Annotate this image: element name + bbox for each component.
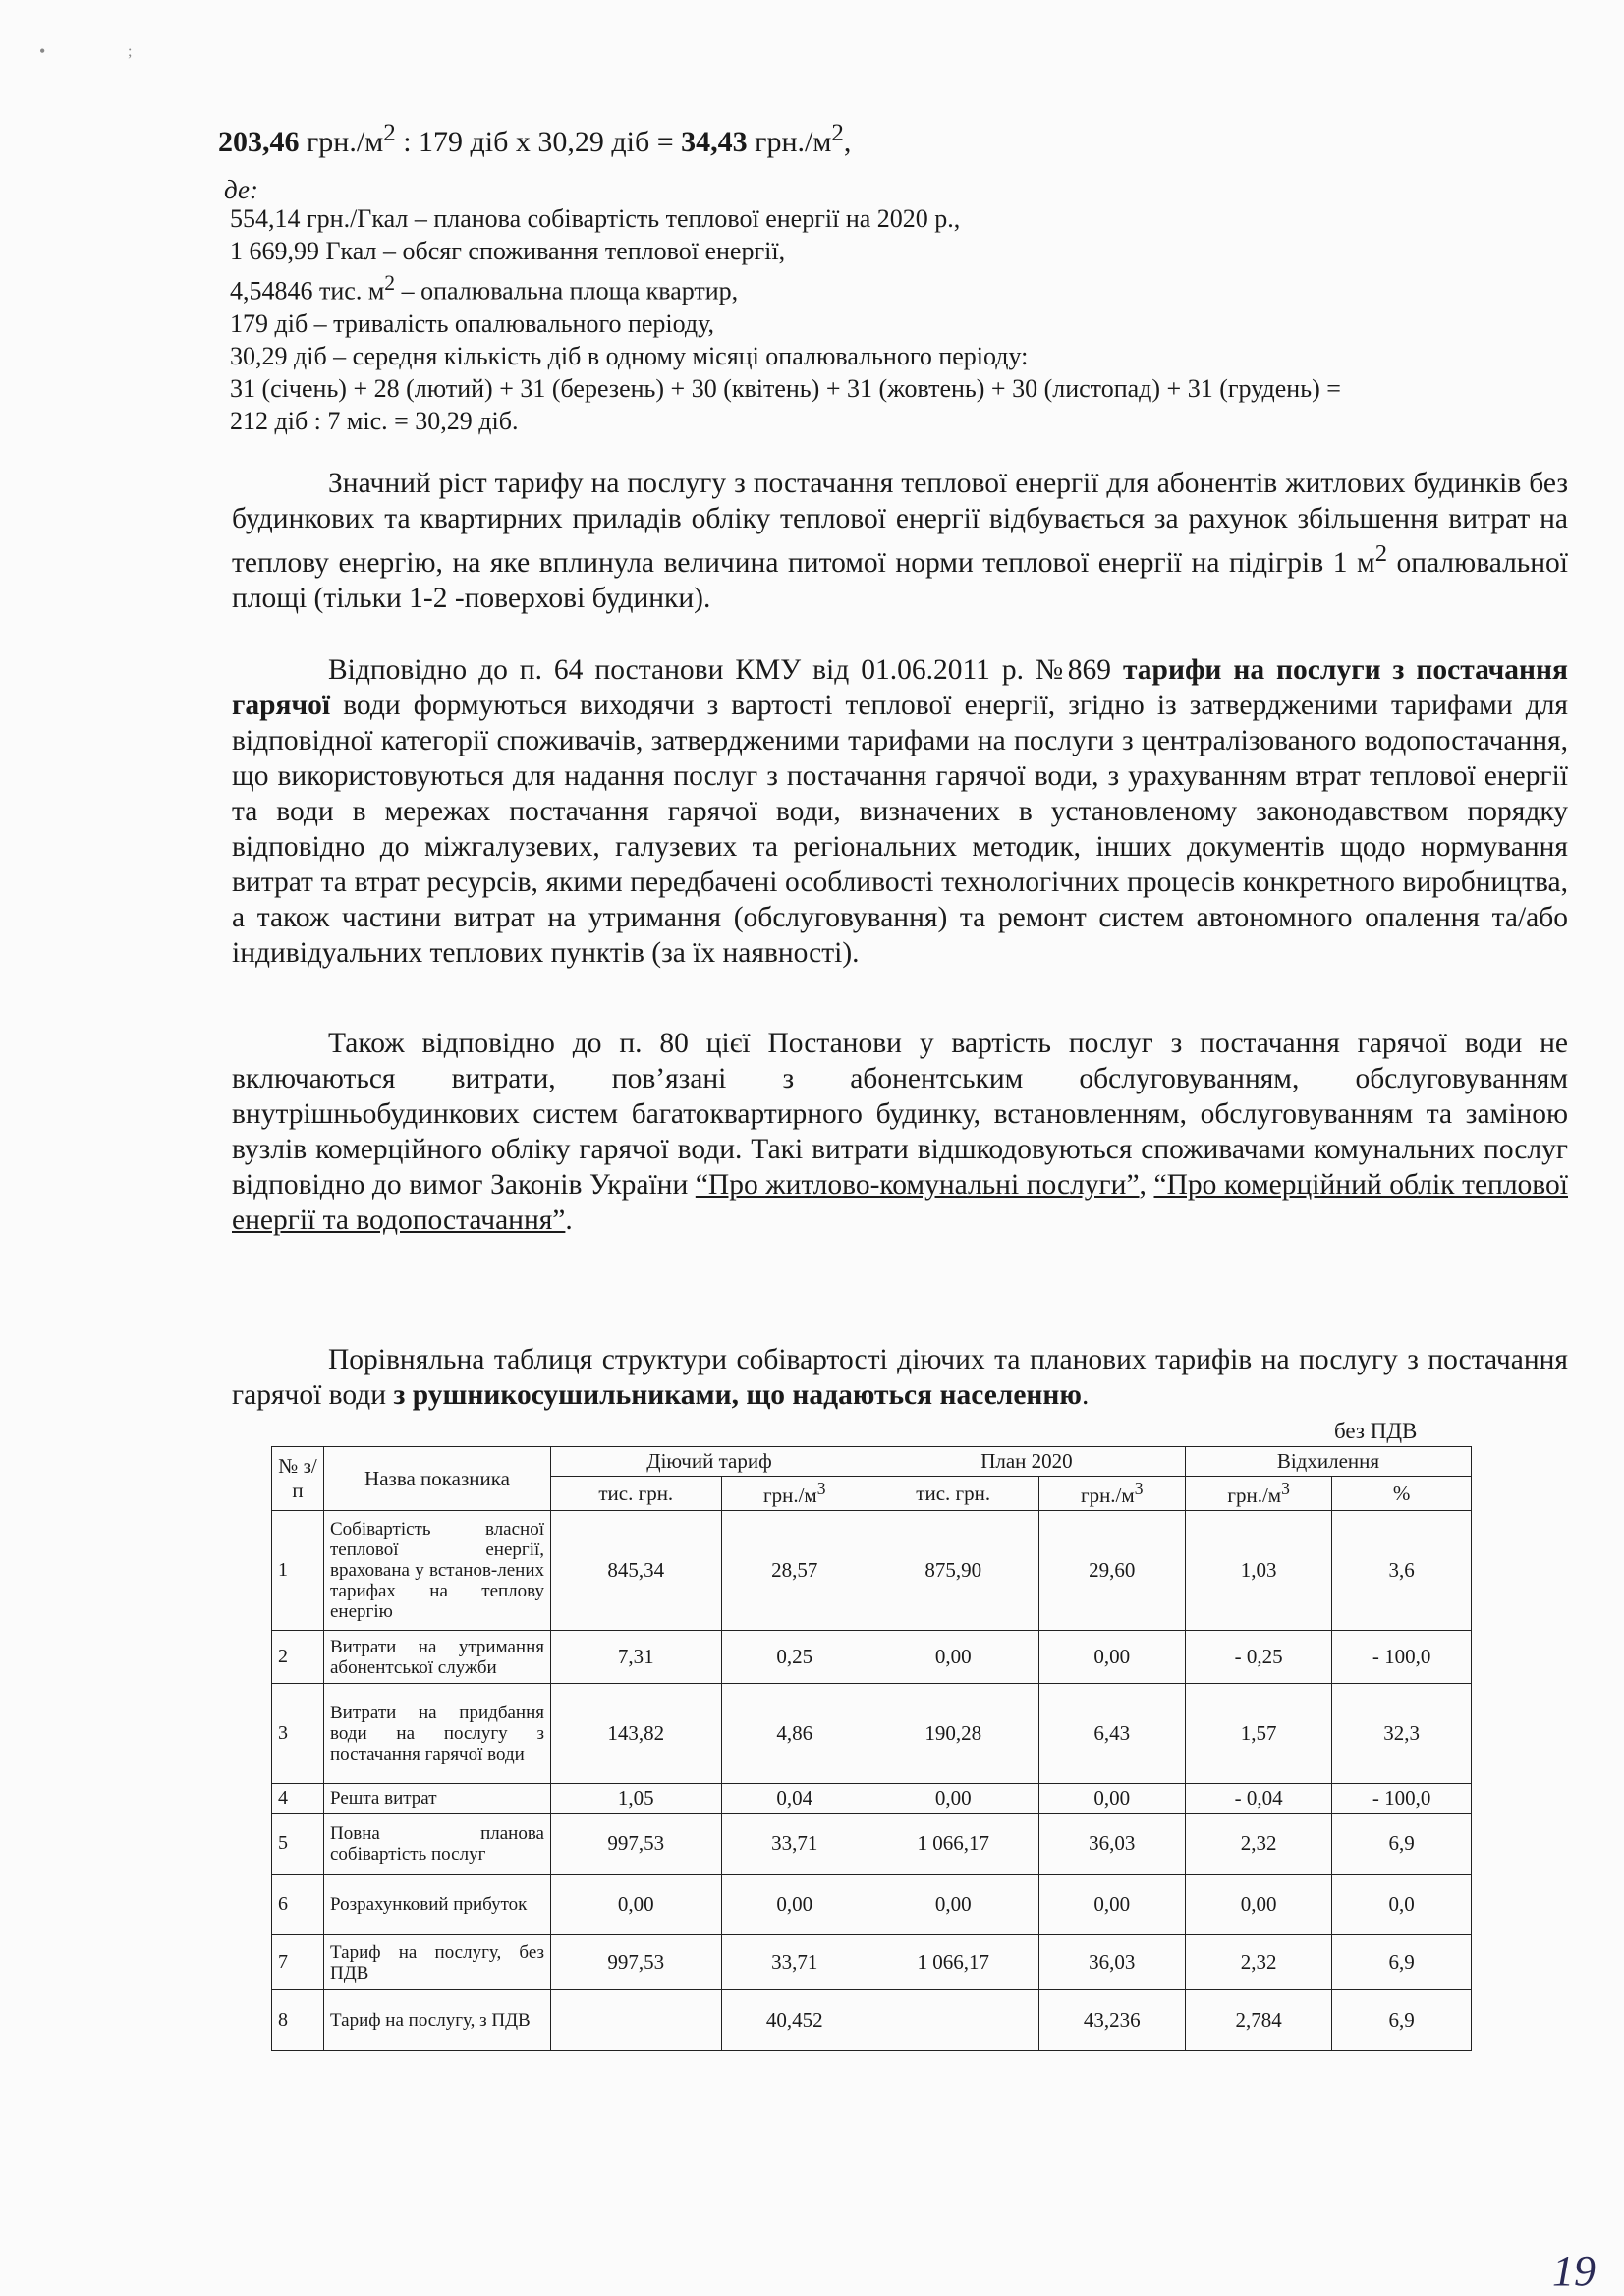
law-reference-link: “Про житлово-комунальні послуги” (695, 1169, 1140, 1201)
where-label: де: (224, 175, 258, 204)
header-uah-m3: $грн./м^3$ (1038, 1477, 1185, 1511)
header-ths-uah: тис. грн. (551, 1477, 722, 1511)
definition-line: 4,54846 тис. $м^2$ – опалювальна площа квартир, (230, 271, 739, 306)
table-row: 6 Розрахунковий прибуток 0,00 0,00 0,00 0,00 0,00 0,0 (272, 1875, 1472, 1935)
scan-mark: ; (128, 43, 133, 60)
table-row: 5 Повна планова собівартість послуг 997,53 33,71 1 066,17 36,03 2,32 6,9 (272, 1814, 1472, 1875)
header-uah-m3: $грн./м^3$ (721, 1477, 868, 1511)
table-row: 2 Витрати на утримання абонентської служби 7,31 0,25 0,00 0,00 - 0,25 - 100,0 (272, 1631, 1472, 1684)
paragraph-tariff-growth: Значний ріст тарифу на послугу з постачання теплової енергії для абонентів житлових будинків без будинкових та квартирних приладів обліку теплової енергії відбувається за рахунок збільшення витрат на теплову енергію, на яке вплинула величина питомої норми теплової енергії на підігрів 1 $м^2$ опалювальної площі (тільки 1-2 -поверхові будинки). (232, 468, 1568, 614)
definition-line: 554,14 грн./Гкал – планова собівартість теплової енергії на 2020 р., (230, 204, 961, 233)
table-row: 1 Собівартість власної теплової енергії, врахована у встанов-лених тарифах на теплову енергію 845,34 28,57 875,90 29,60 1,03 3,6 (272, 1511, 1472, 1631)
header-percent: % (1332, 1477, 1472, 1511)
formula-line: 203,46 $грн./м^2$ : 179 діб х 30,29 діб = 34,43 $грн./м^2$, (218, 120, 852, 158)
header-name: Назва показника (324, 1447, 551, 1511)
header-ths-uah: тис. грн. (868, 1477, 1038, 1511)
header-plan: План 2020 (868, 1447, 1185, 1477)
definition-line: 31 (січень) + 28 (лютий) + 31 (березень) + 30 (квітень) + 31 (жовтень) + 30 (листопад) + 31 (грудень) = (230, 373, 1341, 403)
header-uah-m3: $грн./м^3$ (1185, 1477, 1331, 1511)
cost-comparison-table (271, 1446, 1472, 2051)
header-num: № з/п (272, 1447, 324, 1511)
vat-note: без ПДВ (1334, 1419, 1418, 1443)
law-reference-link: “Про комерційний облік теплової енергії та водопостачання” (232, 1169, 1568, 1236)
header-deviation: Відхилення (1185, 1447, 1471, 1477)
table-row: 4 Решта витрат 1,05 0,04 0,00 0,00 - 0,04 - 100,0 (272, 1784, 1472, 1814)
paragraph-hot-water-tariffs: Відповідно до п. 64 постанови КМУ від 01.06.2011 р. №869 тарифи на послуги з постачання гарячої води формуються виходячи з вартості теплової енергії, згідно із затвердженими тарифами для відповідної категорії споживачів, затвердженими тарифами на послуги з централізованого водопостачання, що використовуються для надання послуг з постачання гарячої води, з урахуванням втрат теплової енергії та води в мережах постачання гарячої води, визначених в установленому законодавством порядку відповідно до міжгалузевих, галузевих та регіональних методик, інших документів щодо нормування витрат та втрат ресурсів, якими передбачені особливості технологічних процесів конкретного виробництва, а також частини витрат на утримання (обслуговування) та ремонт систем автономного опалення та/або індивідуальних теплових пунктів (за їх наявності). (232, 654, 1568, 969)
table-row: 3 Витрати на придбання води на послугу з постачання гарячої води 143,82 4,86 190,28 6,43 1,57 32,3 (272, 1684, 1472, 1784)
formula-result: 34,43 (681, 126, 748, 158)
table-caption: Порівняльна таблиця структури собівартості діючих та планових тарифів на послугу з постачання гарячої води з рушникосушильниками, що надаються населенню. (232, 1344, 1568, 1411)
paragraph-excluded-costs: Також відповідно до п. 80 цієї Постанови у вартість послуг з постачання гарячої води не включаються витрати, пов’язані з абонентським обслуговуванням, обслуговуванням внутрішньобудинкових систем багатоквартирного будинку, встановленням, обслуговуванням та заміною вузлів комерційного обліку гарячої води. Такі витрати відшкодовуються споживачами комунальних послуг відповідно до вимог Законів України “Про житлово-комунальні послуги”, “Про комерційний облік теплової енергії та водопостачання”. (232, 1028, 1568, 1236)
table-row: 7 Тариф на послугу, без ПДВ 997,53 33,71 1 066,17 36,03 2,32 6,9 (272, 1935, 1472, 1990)
definition-line: 1 669,99 Гкал – обсяг споживання теплової енергії, (230, 237, 786, 265)
page-number: 19 (1552, 2247, 1596, 2295)
definition-line: 212 діб : 7 міс. = 30,29 діб. (230, 406, 519, 435)
formula-value-a: 203,46 (218, 126, 300, 158)
table-row: 8 Тариф на послугу, з ПДВ 40,452 43,236 2,784 6,9 (272, 1990, 1472, 2051)
definition-line: 179 діб – тривалість опалювального періоду, (230, 308, 715, 338)
header-current-tariff: Діючий тариф (551, 1447, 868, 1477)
definition-line: 30,29 діб – середня кількість діб в одному місяці опалювального періоду: (230, 341, 1029, 370)
scan-mark: • (39, 41, 46, 61)
definitions-list (230, 202, 1566, 437)
